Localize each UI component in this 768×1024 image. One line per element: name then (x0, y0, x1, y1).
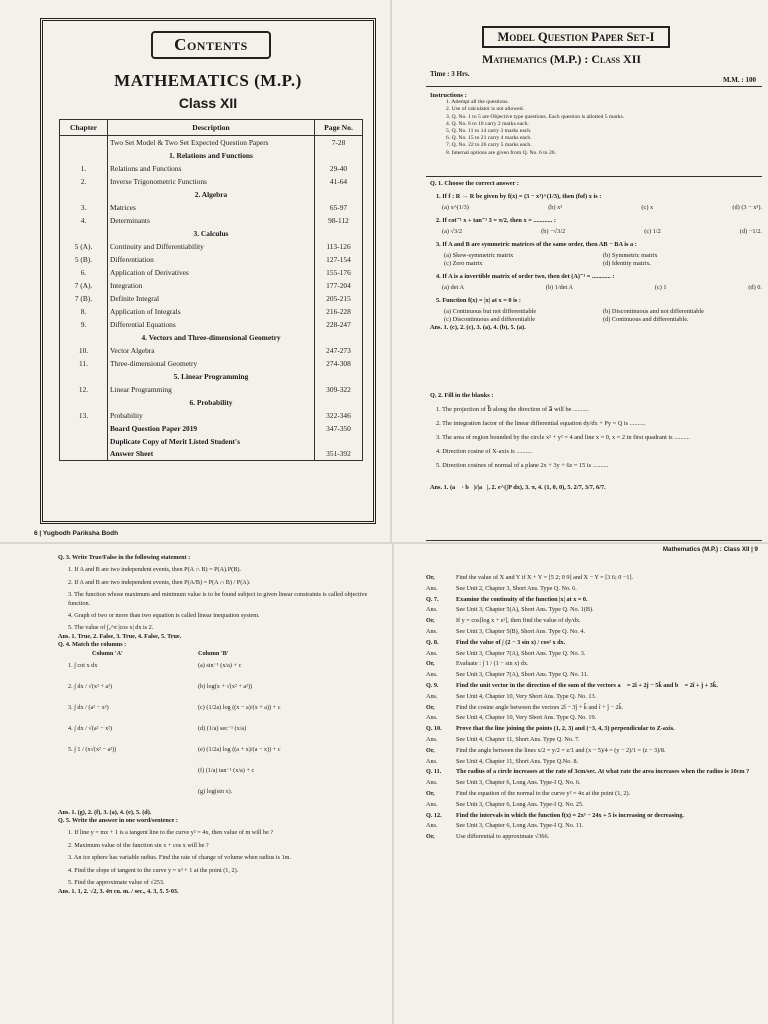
column-a-item: 4. ∫ dx / √(a² − x²) (68, 724, 113, 732)
page-range: 41-64 (315, 175, 363, 188)
row-label: Ans. (426, 779, 438, 787)
question-2-items (430, 406, 762, 470)
question-item (430, 273, 762, 292)
chapter-description: Determinants (108, 214, 315, 227)
answer-reference-row (426, 747, 758, 755)
page-range: 228-247 (315, 318, 363, 331)
row-text: See Unit 4, Chapter 11, Short Ans. Type Q.No. 8. (456, 757, 579, 765)
table-row (60, 370, 363, 383)
row-text: See Unit 3, Chapter 6, Long Ans. Type-I Q. No. 6. (456, 779, 581, 787)
column-a-item (68, 788, 198, 809)
chapter-description: 4. Vectors and Three-dimensional Geometry (108, 331, 315, 344)
answer-reference-row (426, 596, 758, 604)
row-label: Ans. (426, 606, 438, 614)
chapter-number: 7 (B). (60, 292, 108, 305)
page-range (315, 370, 363, 383)
answer-reference-row (426, 639, 758, 647)
option: (d) 0. (748, 284, 762, 291)
table-row (60, 344, 363, 357)
option: (c) 1/2 (644, 228, 661, 235)
page-range: 216-228 (315, 305, 363, 318)
question-stem: 5. Function f(x) = |x| at x = 0 is : (436, 297, 521, 304)
chapter-description: Relations and Functions (108, 162, 315, 175)
fill-blank-item: 5. Direction cosines of normal of a plane 2x + 3y + 6z = 15 is .......... (436, 462, 609, 469)
row-text: Evaluate : ∫ 1 / (1 − sin x) dx. (456, 660, 529, 668)
row-text: See Unit 4, Chapter 11, Short Ans. Type Q. No. 7. (456, 735, 580, 743)
column-a-item: 1. ∫ cot x dx (68, 661, 98, 669)
answer-reference-row (426, 822, 758, 830)
table-row (60, 253, 363, 266)
instruction-item: 6. Q. No. 15 to 21 carry 4 marks each. (446, 135, 532, 142)
question-stem: 2. If cot⁻¹ x + tan⁻¹ 3 = π/2, then x = ............ : (436, 217, 556, 224)
answer-reference-row (426, 682, 758, 690)
table-row (60, 357, 363, 370)
option: (a) x^(1/3) (442, 204, 469, 211)
chapter-description: Matrices (108, 201, 315, 214)
column-b-item: (d) (1/a) sec⁻¹ (x/a) (198, 724, 247, 732)
row-text: See Unit 3, Chapter 7(A), Short Ans. Type Q. No. 11. (456, 671, 589, 679)
page-range: 113-126 (315, 240, 363, 253)
chapter-description: Three-dimensional Geometry (108, 357, 315, 370)
question-2-answer: Ans. 1. (a⃗ · b⃗)/|a⃗|, 2. e^(∫P dx), 3. π, 4. (1, 0, 0), 5. 2/7, 3/7, 6/7. (430, 484, 606, 491)
chapter-description: Differentiation (108, 253, 315, 266)
column-b-item: (b) log(x + √(x² + a²)) (198, 682, 253, 690)
row-text: See Unit 3, Chapter 6, Long Ans. Type-I Q. No. 25. (456, 800, 584, 808)
row-text: Use differential to approximate √366. (456, 833, 550, 841)
question-options (430, 308, 762, 324)
question-1-heading: Q. 1. Choose the correct answer : (430, 180, 519, 187)
table-row (60, 175, 363, 188)
column-b-item: (g) log(sin x). (198, 787, 233, 795)
row-text: See Unit 3, Chapter 5(B), Short Ans. Type Q. No. 4. (456, 627, 586, 635)
true-false-item: 2. If A and B are two independent events, then P(A/B) = P(A ∩ B) / P(A). (68, 578, 251, 586)
chapter-description: Integration (108, 279, 315, 292)
answer-reference-row (426, 736, 758, 744)
table-row (60, 266, 363, 279)
fill-blank-item: 3. The area of region bounded by the circle x² + y² = 4 and line x = 0, x = 2 in first quadrant is .......... (436, 434, 690, 441)
row-label: Q. 10. (426, 725, 442, 733)
one-word-item: 2. Maximum value of the function sin x + cos x will be ? (68, 841, 209, 849)
row-label: Ans. (426, 692, 438, 700)
answer-reference-list (426, 574, 758, 842)
maximum-marks: M.M. : 100 (722, 76, 756, 84)
one-word-item: 3. An ice sphere has variable radius. Find the rate of change of volume when radius is 1m. (68, 854, 292, 862)
chapter-number: 7 (A). (60, 279, 108, 292)
question-1-answer: Ans. 1. (c), 2. (c), 3. (a), 4. (b), 5. (a). (430, 324, 526, 331)
instructions-block (430, 92, 760, 157)
fill-blank-item: 1. The projection of b⃗ along the direction of a⃗ will be .......... (436, 406, 589, 413)
table-row (60, 305, 363, 318)
row-text: Find the cosine angle between the vectors 2î − 3ĵ + k̂ and î + ĵ − 2k̂. (456, 703, 624, 711)
chapter-number: 6. (60, 266, 108, 279)
fill-blank-item: 2. The integration factor of the linear differential equation dy/dx + Py = Q is .......... (436, 420, 646, 427)
column-b-item: (a) sin⁻¹ (x/a) + c (198, 661, 242, 669)
answer-reference-row (426, 660, 758, 668)
match-columns (58, 650, 376, 809)
page-footer: 6 | Yugbodh Pariksha Bodh (34, 530, 119, 537)
option: (a) Skew-symmetric matrix (444, 252, 514, 259)
chapter-description: Linear Programming (108, 383, 315, 396)
lower-right-page (394, 544, 768, 1024)
row-label: Or, (426, 660, 435, 668)
column-a-item: 5. ∫ 1 / (x√(x² − a²)) (68, 745, 117, 753)
true-false-item: 4. Graph of two or more than two equation is called linear inequation system. (68, 612, 260, 620)
question-options (430, 228, 762, 236)
chapter-number: 5 (A). (60, 240, 108, 253)
option: (c) Zero matrix (444, 260, 483, 267)
option: (a) Continuous but not differentiable (444, 308, 537, 315)
answer-reference-row (426, 671, 758, 679)
fill-blank-item: 4. Direction cosine of X-axis is .......... (436, 448, 533, 455)
question-5-items (58, 829, 376, 887)
option: (c) x (641, 204, 654, 211)
answer-reference-row (426, 714, 758, 722)
table-row (60, 409, 363, 422)
chapter-number (60, 136, 108, 149)
chapter-number: 9. (60, 318, 108, 331)
row-text: If y = cos[log x + eˣ], then find the value of dy/dx. (456, 617, 581, 625)
chapter-description: Probability (108, 409, 315, 422)
chapter-description: 1. Relations and Functions (108, 149, 315, 162)
contents-frame (40, 18, 376, 524)
option: (b) Symmetric matrix (603, 252, 658, 259)
subject-heading: MATHEMATICS (M.P.) (114, 71, 302, 90)
row-text: The radius of a circle increases at the rate of 3cm/sec. At what rate the area increases when the radius is 10cm ? (456, 768, 750, 776)
answer-reference-row (426, 758, 758, 766)
question-3-answer: Ans. 1. True, 2. False, 3. True, 4. False, 5. True. (58, 632, 182, 640)
row-label: Ans. (426, 671, 438, 679)
contents-header-row (60, 120, 363, 136)
option: (a) √3/2 (442, 228, 463, 235)
row-label: Or, (426, 703, 435, 711)
option: (c) 1 (654, 284, 667, 291)
answer-reference-row (426, 650, 758, 658)
page-range: 247-273 (315, 344, 363, 357)
row-label: Ans. (426, 822, 438, 830)
chapter-description: 3. Calculus (108, 227, 315, 240)
column-b-item: (c) (1/2a) log ((x − a)/(x + a)) + c (198, 703, 281, 711)
question-1-items (430, 193, 762, 324)
row-label: Or, (426, 574, 435, 581)
description-column-header: Description (108, 120, 315, 136)
question-3 (58, 554, 376, 896)
table-row (60, 227, 363, 240)
true-false-item: 5. The value of ∫₀^π |cos x| dx is 2. (68, 624, 154, 632)
class-heading: Class XII (178, 95, 238, 111)
option: (b) 1/det A (545, 284, 574, 291)
row-label: Or, (426, 746, 435, 754)
question-5-answer: Ans. 1. 1, 2. √2, 3. 4π cu. m. / sec., 4. 3, 5. 5·03. (58, 887, 179, 895)
option: (d) −1/2. (739, 228, 762, 235)
one-word-item: 1. If line y = mx + 1 is a tangent line to the curve y² = 4x, then value of m will be ? (68, 829, 274, 837)
table-row (60, 396, 363, 409)
instruction-item: 2. Use of calculator is not allowed. (446, 106, 524, 113)
chapter-description: Differential Equations (108, 318, 315, 331)
answer-reference-row (426, 693, 758, 701)
row-text: Prove that the line joining the points (1, 2, 3) and (−3, 4, 3) perpendicular to Z-axis. (456, 725, 675, 733)
question-stem: 1. If f : R → R be given by f(x) = (3 − x³)^(1/3), then (fof) x is : (436, 193, 602, 200)
row-text: See Unit 3, Chapter 5(A), Short Ans. Type Q. No. 1(B). (456, 606, 594, 614)
question-stem: 3. If A and B are symmetric matrices of the same order, then AB − BA is a : (436, 241, 637, 248)
row-label: Ans. (426, 735, 438, 743)
option: (b) x³ (548, 204, 563, 211)
page-range: 177-204 (315, 279, 363, 292)
row-label: Ans. (426, 627, 438, 635)
question-options (430, 252, 762, 268)
page-range: 65-97 (315, 201, 363, 214)
page-range: 127-154 (315, 253, 363, 266)
chapter-description: Application of Derivatives (108, 266, 315, 279)
page-range (315, 331, 363, 344)
answer-reference-row (426, 725, 758, 733)
instruction-item: 7. Q. No. 22 to 26 carry 5 marks each. (446, 142, 532, 149)
row-label: Or, (426, 789, 435, 797)
table-row (60, 448, 363, 461)
page-column-header: Page No. (315, 120, 363, 136)
chapter-description: 6. Probability (108, 396, 315, 409)
question-3-heading: Q. 3. Write True/False in the following statement : (58, 554, 191, 561)
chapter-number: 8. (60, 305, 108, 318)
row-text: See Unit 4, Chapter 10, Very Short Ans. Type Q. No. 13. (456, 692, 597, 700)
chapter-number: 13. (60, 409, 108, 422)
chapter-number (60, 227, 108, 240)
true-false-item: 1. If A and B are two independent events, then P(A ∩ B) = P(A).P(B). (68, 566, 241, 574)
row-label: Q. 7. (426, 595, 439, 603)
instructions-heading: Instructions : (430, 92, 467, 99)
answer-reference-row (426, 801, 758, 809)
chapter-description: 2. Algebra (108, 188, 315, 201)
row-text: Find the value of X and Y if X + Y = [5 2; 0 9] and X − Y = [3 6; 0 −1]. (456, 574, 634, 581)
page-range: 322-346 (315, 409, 363, 422)
question-5-heading: Q. 5. Write the answer in one word/sentence : (58, 817, 178, 825)
row-text: Find the value of ∫ (2 − 3 sin x) / cos² x dx. (456, 638, 566, 646)
row-label: Or, (426, 833, 435, 841)
column-a-item (68, 767, 198, 788)
contents-body (60, 136, 363, 461)
row-text: Find the intervals in which the function f(x) = 2x³ − 24x + 5 is increasing or decreasing. (456, 811, 684, 819)
row-text: See Unit 3, Chapter 6, Long Ans. Type-I Q. No. 11. (456, 822, 584, 830)
page-range (315, 396, 363, 409)
column-b-item: (f) (1/a) tan⁻¹ (x/a) + c (198, 766, 255, 774)
chapter-description: Answer Sheet (108, 448, 315, 461)
question-2-heading: Q. 2. Fill in the blanks : (430, 392, 494, 399)
row-label: Q. 8. (426, 638, 439, 646)
table-row (60, 214, 363, 227)
row-text: Examine the continuity of the function |x| at x = 0. (456, 595, 588, 603)
true-false-item: 3. The function whose maximum and minimum value is to be found subject to given linear constraints is called objective function. (68, 591, 368, 607)
chapter-number (60, 422, 108, 435)
chapter-column-header: Chapter (60, 120, 108, 136)
page-range: 274-308 (315, 357, 363, 370)
option: (b) Discontinuous and not differentiable (603, 308, 704, 315)
table-row (60, 279, 363, 292)
instruction-item: 4. Q. No. 6 to 10 carry 2 marks each. (446, 120, 529, 127)
table-row (60, 331, 363, 344)
row-label: Ans. (426, 584, 438, 592)
one-word-item: 5. Find the approximate value of √253. (68, 879, 165, 887)
option: (b) −√3/2 (541, 228, 566, 235)
table-row (60, 188, 363, 201)
chapter-description: Continuity and Differentiability (108, 240, 315, 253)
column-a-item: 3. ∫ dx / (a² − x²) (68, 703, 109, 711)
instructions-list (430, 99, 760, 157)
column-a-item: 2. ∫ dx / √(x² + a²) (68, 682, 113, 690)
row-text: Find the unit vector in the direction of the sum of the vectors a⃗ = 2î + 2ĵ − 5k̂ and b⃗ = 2î + ĵ + 3k̂. (456, 681, 718, 689)
page-range: 98-112 (315, 214, 363, 227)
chapter-description: Board Question Paper 2019 (108, 422, 315, 435)
chapter-number: 11. (60, 357, 108, 370)
question-4-answer: Ans. 1. (g), 2. (f), 3. (a), 4. (e), 5. (d). (58, 808, 152, 816)
answer-reference-row (426, 617, 758, 625)
page-range (315, 435, 363, 448)
answer-reference-row (426, 574, 758, 582)
option: (d) Continuous and differentiable. (603, 316, 689, 323)
table-row (60, 383, 363, 396)
table-row (60, 240, 363, 253)
question-options (430, 204, 762, 212)
row-label: Ans. (426, 757, 438, 765)
question-stem: 4. If A is a invertible matrix of order two, then det (A)⁻¹ = ............ : (436, 273, 615, 280)
table-row (60, 318, 363, 331)
instruction-item: 1. Attempt all the questions. (446, 99, 509, 106)
chapter-description: Inverse Trigonometric Functions (108, 175, 315, 188)
instruction-item: 8. Internal options are given from Q. No. 6 to 26. (446, 149, 556, 156)
question-1 (430, 180, 762, 332)
page-footer: Mathematics (M.P.) : Class XII | 9 (662, 546, 758, 553)
paper-subtitle: Mathematics (M.P.) : Class XII (482, 52, 642, 66)
chapter-number: 4. (60, 214, 108, 227)
chapter-number (60, 448, 108, 461)
answer-reference-row (426, 606, 758, 614)
contents-page (0, 0, 390, 542)
column-b-item: (e) (1/2a) log ((a + x)/(a − x)) + c (198, 745, 281, 753)
chapter-number: 5 (B). (60, 253, 108, 266)
question-item (430, 217, 762, 236)
answer-reference-row (426, 704, 758, 712)
question-item (430, 297, 762, 324)
contents-table (59, 119, 363, 461)
row-label: Or, (426, 617, 435, 625)
row-label: Ans. (426, 714, 438, 722)
question-3-items (58, 566, 376, 632)
answer-reference-row (426, 779, 758, 787)
row-label: Q. 11. (426, 768, 442, 776)
chapter-description: Application of Integrals (108, 305, 315, 318)
row-label: Ans. (426, 649, 438, 657)
answer-reference-row (426, 812, 758, 820)
question-options (430, 284, 762, 292)
divider (426, 176, 762, 177)
row-label: Ans. (426, 800, 438, 808)
row-text: See Unit 3, Chapter 7(A), Short Ans. Type Q. No. 3. (456, 649, 586, 657)
divider (426, 540, 762, 541)
answer-reference-row (426, 628, 758, 636)
table-row (60, 292, 363, 305)
page-range: 205-215 (315, 292, 363, 305)
chapter-number: 2. (60, 175, 108, 188)
chapter-number: 1. (60, 162, 108, 175)
table-row (60, 435, 363, 448)
chapter-description: Two Set Model & Two Set Expected Question Papers (108, 136, 315, 149)
page-range: 7-28 (315, 136, 363, 149)
chapter-number: 10. (60, 344, 108, 357)
table-row (60, 162, 363, 175)
option: (c) Discontinuous and differentiable (444, 316, 535, 323)
option: (a) det A (442, 284, 465, 291)
row-text: See Unit 4, Chapter 10, Very Short Ans. Type Q. No. 19. (456, 714, 597, 722)
question-item (430, 193, 762, 212)
answer-reference-row (426, 833, 758, 841)
chapter-number: 12. (60, 383, 108, 396)
instruction-item: 3. Q. No. 1 to 5 are Objective type questions. Each question is allotted 5 marks. (446, 113, 625, 120)
row-label: Q. 12. (426, 811, 442, 819)
answer-reference-row (426, 768, 758, 776)
chapter-number (60, 331, 108, 344)
page-range: 155-176 (315, 266, 363, 279)
chapter-number (60, 149, 108, 162)
row-text: Find the equation of the normal to the curve y² = 4x at the point (1, 2). (456, 789, 631, 797)
chapter-description: Duplicate Copy of Merit Listed Student's (108, 435, 315, 448)
table-row (60, 136, 363, 149)
question-paper-page (392, 0, 768, 542)
column-a-header: Column 'A' (92, 649, 123, 657)
question-item (430, 241, 762, 268)
page-range: 29-40 (315, 162, 363, 175)
row-label: Q. 9. (426, 681, 439, 689)
row-text: Find the angle between the lines x/2 = y/2 = z/1 and (x − 5)/4 = (y − 2)/1 = (z − 3)/8. (456, 746, 666, 754)
table-row (60, 422, 363, 435)
lower-left-page (0, 544, 392, 1024)
page-range: 347-350 (315, 422, 363, 435)
chapter-number (60, 188, 108, 201)
chapter-description: Definite Integral (108, 292, 315, 305)
chapter-number: 3. (60, 201, 108, 214)
paper-title: Model Question Paper Set-I (482, 26, 670, 48)
chapter-description: 5. Linear Programming (108, 370, 315, 383)
page-range (315, 149, 363, 162)
page-range (315, 227, 363, 240)
answer-reference-row (426, 790, 758, 798)
chapter-description: Vector Algebra (108, 344, 315, 357)
page-range: 309-322 (315, 383, 363, 396)
chapter-number (60, 435, 108, 448)
option: (d) (3 − x³). (732, 204, 762, 211)
instruction-item: 5. Q. No. 11 to 14 carry 3 marks each. (446, 128, 532, 135)
one-word-item: 4. Find the slope of tangent to the curve y = x³ + 1 at the point (1, 2). (68, 866, 239, 874)
question-2 (430, 392, 762, 492)
page-range (315, 188, 363, 201)
table-row (60, 149, 363, 162)
column-b-header: Column 'B' (198, 649, 229, 657)
chapter-number (60, 396, 108, 409)
answer-reference-row (426, 585, 758, 593)
table-row (60, 201, 363, 214)
time-allowed: Time : 3 Hrs. (430, 70, 470, 78)
option: (d) Identity matrix. (603, 260, 652, 267)
row-text: See Unit 2, Chapter 3, Short Ans. Type Q. No. 6. (456, 584, 577, 592)
chapter-number (60, 370, 108, 383)
contents-title: Contents (151, 31, 271, 59)
divider (426, 86, 762, 87)
page-range: 351-392 (315, 448, 363, 461)
question-4-heading: Q. 4. Match the columns : (58, 641, 127, 649)
